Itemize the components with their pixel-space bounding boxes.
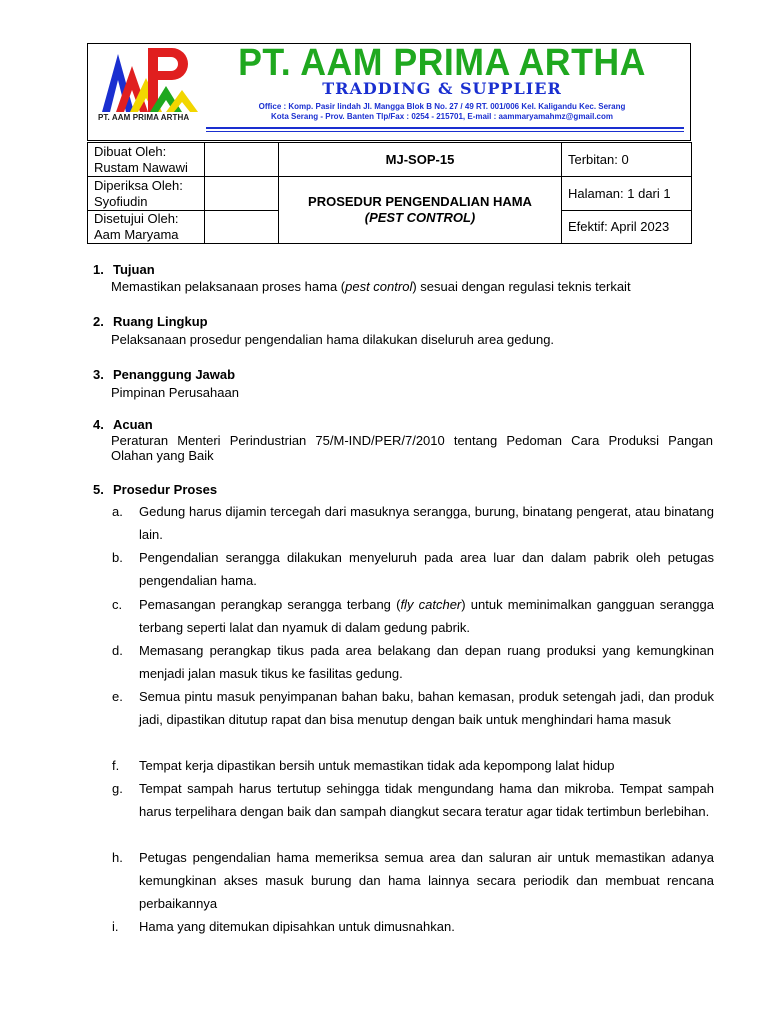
section-heading-2: 2. Ruang Lingkup — [93, 314, 208, 329]
company-name: PT. AAM PRIMA ARTHA — [238, 42, 646, 84]
list-item-i: i. Hama yang ditemukan dipisahkan untuk dimusnahkan. — [112, 919, 455, 934]
section-text-2: Pelaksanaan prosedur pengendalian hama dilakukan diseluruh area gedung. — [111, 332, 555, 347]
list-item-e: e. Semua pintu masuk penyimpanan bahan baku, bahan kemasan, produk setengah jadi, dan produk jadi, dipastikan ditutup rapat dan bisa menutup dengan baik untuk menghindari hama masuk — [112, 689, 714, 727]
section-heading-3: 3. Penanggung Jawab — [93, 367, 236, 382]
checked-by-signature — [205, 177, 279, 211]
doc-title-line-1: PROSEDUR PENGENDALIAN HAMA — [308, 194, 532, 209]
issue-number: Terbitan: 0 — [562, 143, 692, 177]
checked-by-name: Syofiudin — [94, 193, 148, 209]
prepared-by-signature — [205, 143, 279, 177]
section-heading-4: 4. Acuan — [93, 417, 153, 432]
doc-title-line-2: (PEST CONTROL) — [364, 210, 476, 225]
doc-title — [279, 177, 562, 244]
company-address — [212, 102, 672, 122]
letterhead — [87, 43, 691, 141]
list-item-h: h. Petugas pengendalian hama memeriksa semua area dan saluran air untuk memastikan adanya kemungkinan akses masuk burung dan hama lainnya secara periodik dan membuat rencana perbaikannya — [112, 850, 714, 911]
section-text-4: Peraturan Menteri Perindustrian 75/M-IND/PER/7/2010 tentang Pedoman Cara Produksi Pangan Olahan yang Baik — [111, 433, 713, 463]
section-text-3: Pimpinan Perusahaan — [111, 385, 239, 400]
approved-by-name: Aam Maryama — [94, 227, 179, 242]
address-line-2: Kota Serang - Prov. Banten Tlp/Fax : 0254 - 215701, E-mail : aammaryamahmz@gmail.com — [271, 112, 613, 121]
approved-by-label: Disetujui Oleh: — [94, 211, 179, 226]
section-heading-1: 1. Tujuan — [93, 262, 155, 277]
approved-by-signature — [205, 211, 279, 244]
list-item-d: d. Memasang perangkap tikus pada area belakang dan depan ruang produksi yang kemungkinan menjadi jalan masuk tikus ke fasilitas gedung. — [112, 643, 714, 681]
prepared-by-label: Dibuat Oleh: — [94, 143, 167, 159]
section-text-1: Memastikan pelaksanaan proses hama (pest control) sesuai dengan regulasi teknis terkait — [111, 279, 631, 294]
effective-date: Efektif: April 2023 — [562, 211, 692, 244]
checked-by-label: Diperiksa Oleh: — [94, 177, 183, 193]
doc-code: MJ-SOP-15 — [279, 143, 562, 177]
address-line-1: Office : Komp. Pasir lindah Jl. Mangga Blok B No. 27 / 49 RT. 001/006 Kel. Kaligandu Kec. Serang — [258, 102, 626, 111]
checked-by-cell — [88, 177, 205, 211]
list-item-b: b. Pengendalian serangga dilakukan menyeluruh pada area luar dan dalam pabrik oleh petugas pengendalian hama. — [112, 550, 714, 588]
list-item-g: g. Tempat sampah harus tertutup sehingga tidak mengundang hama dan mikroba. Tempat sampah harus terpelihara dengan baik dan sampah diangkut secara teratur agar tidak tertimbun berlebihan. — [112, 781, 714, 819]
list-item-a: a. Gedung harus dijamin tercegah dari masuknya serangga, burung, binatang pengerat, atau binatang lain. — [112, 504, 714, 542]
prepared-by-cell — [88, 143, 205, 177]
logo-caption: PT. AAM PRIMA ARTHA — [98, 113, 190, 122]
prepared-by-name: Rustam Nawawi — [94, 159, 188, 175]
company-subtitle: TRADDING & SUPPLIER — [322, 79, 562, 98]
list-item-c: c. Pemasangan perangkap serangga terbang (fly catcher) untuk meminimalkan gangguan serangga terbang seperti lalat dan nyamuk di dalam gedung pabrik. — [112, 597, 714, 635]
header-rule-thin — [206, 131, 684, 132]
page-count: Halaman: 1 dari 1 — [562, 177, 692, 211]
approved-by-cell — [88, 211, 205, 244]
document-control-table — [87, 142, 692, 244]
section-heading-5: 5. Prosedur Proses — [93, 482, 218, 497]
list-item-f: f. Tempat kerja dipastikan bersih untuk memastikan tidak ada kepompong lalat hidup — [112, 758, 615, 773]
header-rule — [206, 127, 684, 129]
